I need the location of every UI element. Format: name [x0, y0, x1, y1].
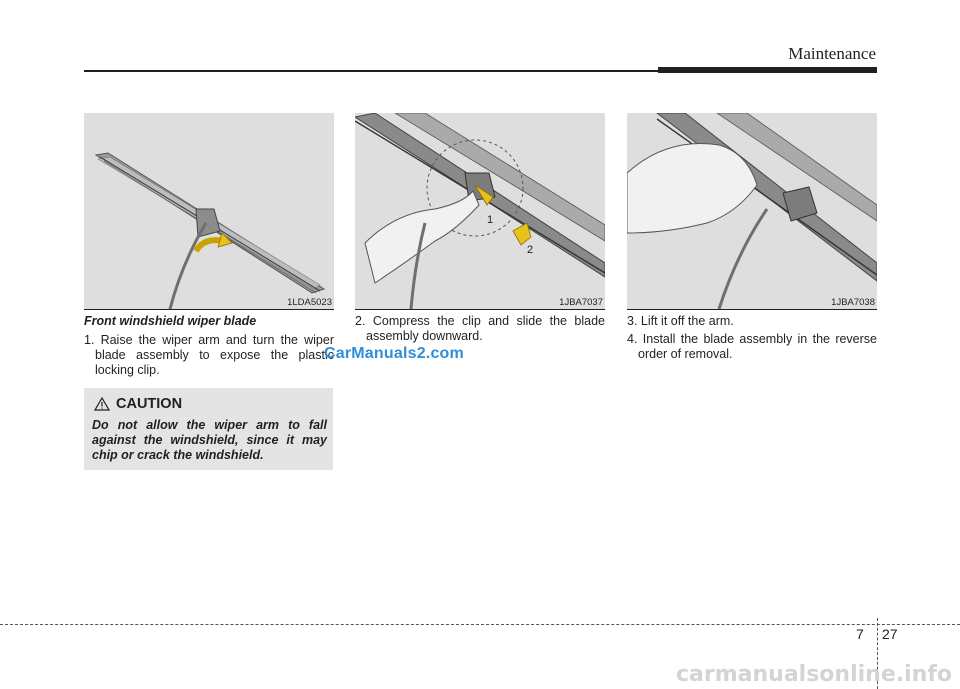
caution-text: Do not allow the wiper arm to fall against the windshield, since it may chip or crack the windshield. [92, 418, 327, 462]
figure-code: 1JBA7038 [831, 297, 875, 308]
callout-1: 1 [487, 214, 494, 226]
chapter-number: 7 [856, 626, 864, 642]
column-2 [355, 314, 605, 347]
figure-code: 1JBA7037 [559, 297, 603, 308]
header-rule-bar [658, 67, 877, 73]
step-4: 4. Install the blade assembly in the reverse order of removal. [627, 332, 877, 361]
lift-off-illustration [627, 113, 877, 309]
footer-watermark: carmanualsonline.info [676, 662, 952, 687]
footer-rule [0, 624, 960, 625]
column-1 [84, 314, 334, 381]
caution-header [94, 396, 182, 412]
step-1: 1. Raise the wiper arm and turn the wiper blade assembly to expose the plastic locking clip. [84, 333, 334, 377]
figure-raise-wiper-arm [84, 113, 334, 309]
warning-triangle-icon [94, 397, 110, 411]
wiper-arm-raised-illustration [84, 113, 334, 309]
column-3 [627, 314, 877, 365]
header-rule [84, 70, 662, 72]
step-2: 2. Compress the clip and slide the blade assembly downward. [355, 314, 605, 343]
figure-compress-clip [355, 113, 605, 309]
figure-rule [84, 309, 334, 310]
section-title: Front windshield wiper blade [84, 314, 257, 328]
caution-title: CAUTION [116, 396, 183, 412]
figure-rule [355, 309, 605, 310]
callout-2: 2 [527, 244, 534, 256]
section-header-title: Maintenance [788, 44, 876, 63]
caution-box [84, 388, 333, 470]
page-number: 27 [882, 626, 898, 642]
step-3: 3. Lift it off the arm. [627, 314, 734, 328]
clip-compress-illustration [355, 113, 605, 309]
watermark-text: CarManuals2.com [324, 345, 464, 362]
figure-rule [627, 309, 877, 310]
figure-lift-off-arm [627, 113, 877, 309]
figure-code: 1LDA5023 [287, 297, 332, 308]
